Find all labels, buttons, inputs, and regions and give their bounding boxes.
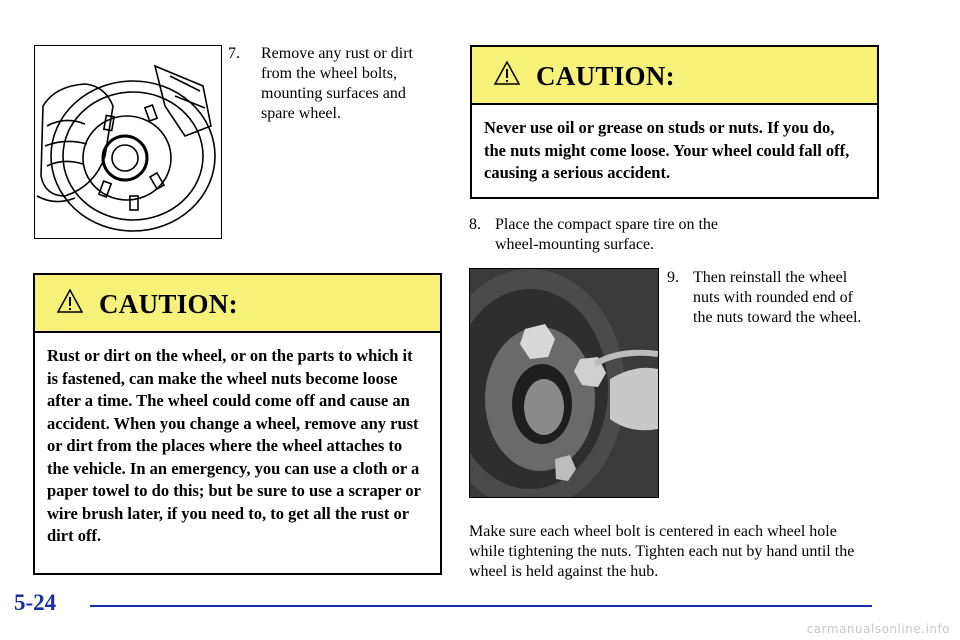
step-8 [469,215,809,259]
tightening-note: Make sure each wheel bolt is centered in each wheel hole while tightening the nuts. Tighten each nut by hand until the wheel is held against the hub. [469,523,855,580]
page-number: 5-24 [14,590,57,615]
caution-body: Never use oil or grease on studs or nuts. If you do, the nuts might come loose. Your wheel could fall off, causing a serious accident. [484,118,850,182]
step-text: Remove any rust or dirt from the wheel bolts, mounting surfaces and spare wheel. [261,45,413,122]
caution-title: CAUTION: [536,61,675,91]
watermark: carmanualsonline.info [806,622,950,636]
step-number: 9. [667,269,679,286]
caution-box-oil [470,45,879,199]
step-number: 7. [228,45,240,62]
caution-body: Rust or dirt on the wheel, or on the parts to which it is fastened, can make the wheel nuts become loose after a time. The wheel could come off and cause an accident. When you change a wheel, remove any rust or dirt from the places where the wheel attaches to the vehicle. In an emergency, you can use a cloth or a paper towel to do this; but be sure to use a scraper or wire brush later, if you need to, to get all the rust or dirt off. [47,346,421,545]
caution-header [35,275,440,333]
step-7 [228,44,448,134]
warning-triangle-icon [57,289,83,313]
step-number: 8. [469,216,481,233]
step-text: Then reinstall the wheel nuts with rounded end of the nuts toward the wheel. [693,269,862,326]
hub-drawing [35,46,221,238]
caution-header [472,47,877,105]
wheel-nut-photo [469,268,659,498]
step-text: Place the compact spare tire on the wheel-mounting surface. [495,216,719,253]
warning-triangle-icon [494,61,520,85]
caution-title: CAUTION: [99,289,238,319]
caution-box-rust [33,273,442,575]
hub-cleaning-illustration [34,45,222,239]
wheel-photo-drawing [470,269,658,497]
step-9 [667,268,877,358]
page-rule [90,605,872,607]
